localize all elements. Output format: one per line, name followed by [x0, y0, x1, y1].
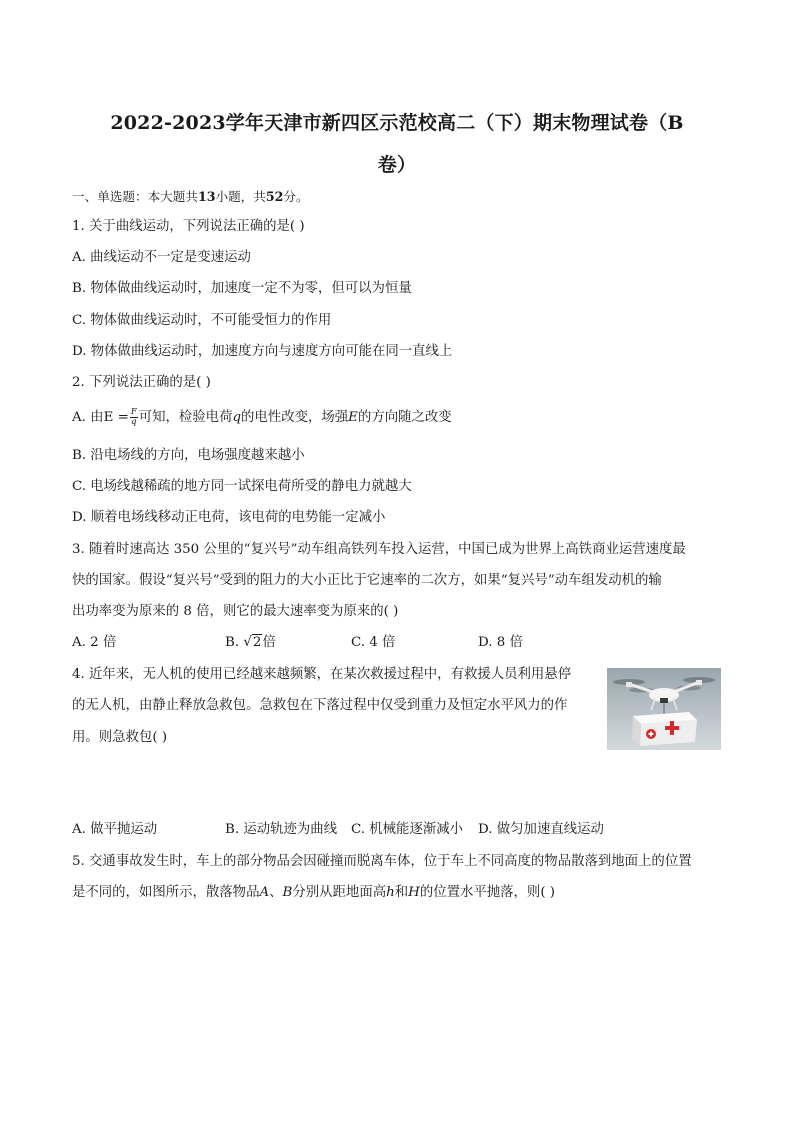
fraction-numerator: F: [130, 407, 137, 417]
q2-a-text2: 的电性改变，场强: [241, 410, 349, 425]
q5-text-a: 是不同的，如图所示，散落物品: [72, 885, 260, 900]
fraction-denominator: q: [131, 417, 137, 427]
q5-var-h: h: [386, 885, 395, 900]
q5-text-c: 和: [394, 885, 409, 900]
q1-option-a: A. 曲线运动不一定是变速运动: [72, 250, 251, 265]
section-count: 13: [197, 189, 216, 204]
q5-text-d: 的位置水平抛落，则( ): [419, 885, 556, 900]
drone-illustration: [607, 668, 721, 750]
q4-option-b: B. 运动轨迹为曲线: [225, 822, 338, 837]
section-heading: [72, 187, 309, 207]
sqrt-radicand: 2: [252, 635, 262, 650]
section-score: 52: [265, 189, 284, 204]
q3-option-d: D. 8 倍: [478, 635, 523, 650]
exam-title: [86, 102, 708, 186]
q3-line2: 快的国家。假设“复兴号”受到的阻力的大小正比于它速率的二次方，如果“复兴号”动车组发动机的输: [72, 573, 662, 588]
q2-a-prefix: A. 由E =: [72, 410, 129, 425]
q2-option-b: B. 沿电场线的方向，电场强度越来越小: [72, 448, 305, 463]
section-prefix: 一、单选题：本大题共: [72, 189, 198, 204]
q1-option-b: B. 物体做曲线运动时，加速度一定不为零，但可以为恒量: [72, 281, 412, 296]
q2-a-text1: 可知，检验电荷: [138, 410, 233, 425]
q3-option-c: C. 4 倍: [351, 635, 396, 650]
q4-line2: 的无人机，由静止释放急救包。急救包在下落过程中仅受到重力及恒定水平风力的作: [72, 698, 568, 713]
q4-option-a: A. 做平抛运动: [72, 822, 158, 837]
section-suffix: 分。: [283, 189, 309, 204]
q2-option-c: C. 电场线越稀疏的地方同一试探电荷所受的静电力就越大: [72, 479, 412, 494]
q4-option-c: C. 机械能逐渐减小: [351, 822, 464, 837]
q3-option-a: A. 2 倍: [72, 635, 117, 650]
q5-line2: [72, 883, 555, 903]
q3-line1: 3. 随着时速高达 350 公里的“复兴号”动车组高铁列车投入运营，中国已成为世界上高铁商业运营速度最: [72, 542, 686, 557]
q1-option-d: D. 物体做曲线运动时，加速度方向与速度方向可能在同一直线上: [72, 344, 453, 359]
q1-option-c: C. 物体做曲线运动时，不可能受恒力的作用: [72, 313, 332, 328]
q4-line1: 4. 近年来，无人机的使用已经越来越频繁，在某次救援过程中，有救援人员利用悬停: [72, 667, 572, 682]
q5-var-b: B: [282, 885, 293, 900]
q2-a-suffix: 的方向随之改变: [357, 410, 452, 425]
q3-b-prefix: B.: [225, 635, 244, 650]
exam-title-line2: 卷）: [377, 154, 417, 176]
q2-stem: 2. 下列说法正确的是( ): [72, 375, 211, 390]
q2-option-a: [72, 408, 452, 428]
q5-var-a: A: [259, 885, 270, 900]
q1-stem: 1. 关于曲线运动，下列说法正确的是( ): [72, 219, 305, 234]
q3-line3: 出功率变为原来的 8 倍，则它的最大速率变为原来的( ): [72, 604, 399, 619]
q5-text-b: 分别从距地面高: [292, 885, 387, 900]
sqrt-symbol: √2: [243, 635, 262, 650]
q5-sep: 、: [269, 885, 283, 900]
q5-line1: 5. 交通事故发生时，车上的部分物品会因碰撞而脱离车体，位于车上不同高度的物品散落到地面上的位置: [72, 854, 692, 869]
section-mid: 小题，共: [215, 189, 266, 204]
q2-var-e: E: [348, 410, 358, 425]
q5-var-H: H: [408, 885, 420, 900]
exam-title-line1: 2022-2023学年天津市新四区示范校高二（下）期末物理试卷（B: [110, 112, 684, 134]
q3-option-b: [225, 633, 276, 653]
q2-option-d: D. 顺着电场线移动正电荷，该电荷的电势能一定减小: [72, 510, 386, 525]
q2-var-q: q: [232, 410, 242, 425]
q4-option-d: D. 做匀加速直线运动: [478, 822, 604, 837]
q2-fraction: [130, 408, 138, 427]
q3-b-suffix: 倍: [262, 635, 276, 650]
q4-line3: 用。则急救包( ): [72, 730, 168, 745]
drone-image: [607, 668, 721, 750]
